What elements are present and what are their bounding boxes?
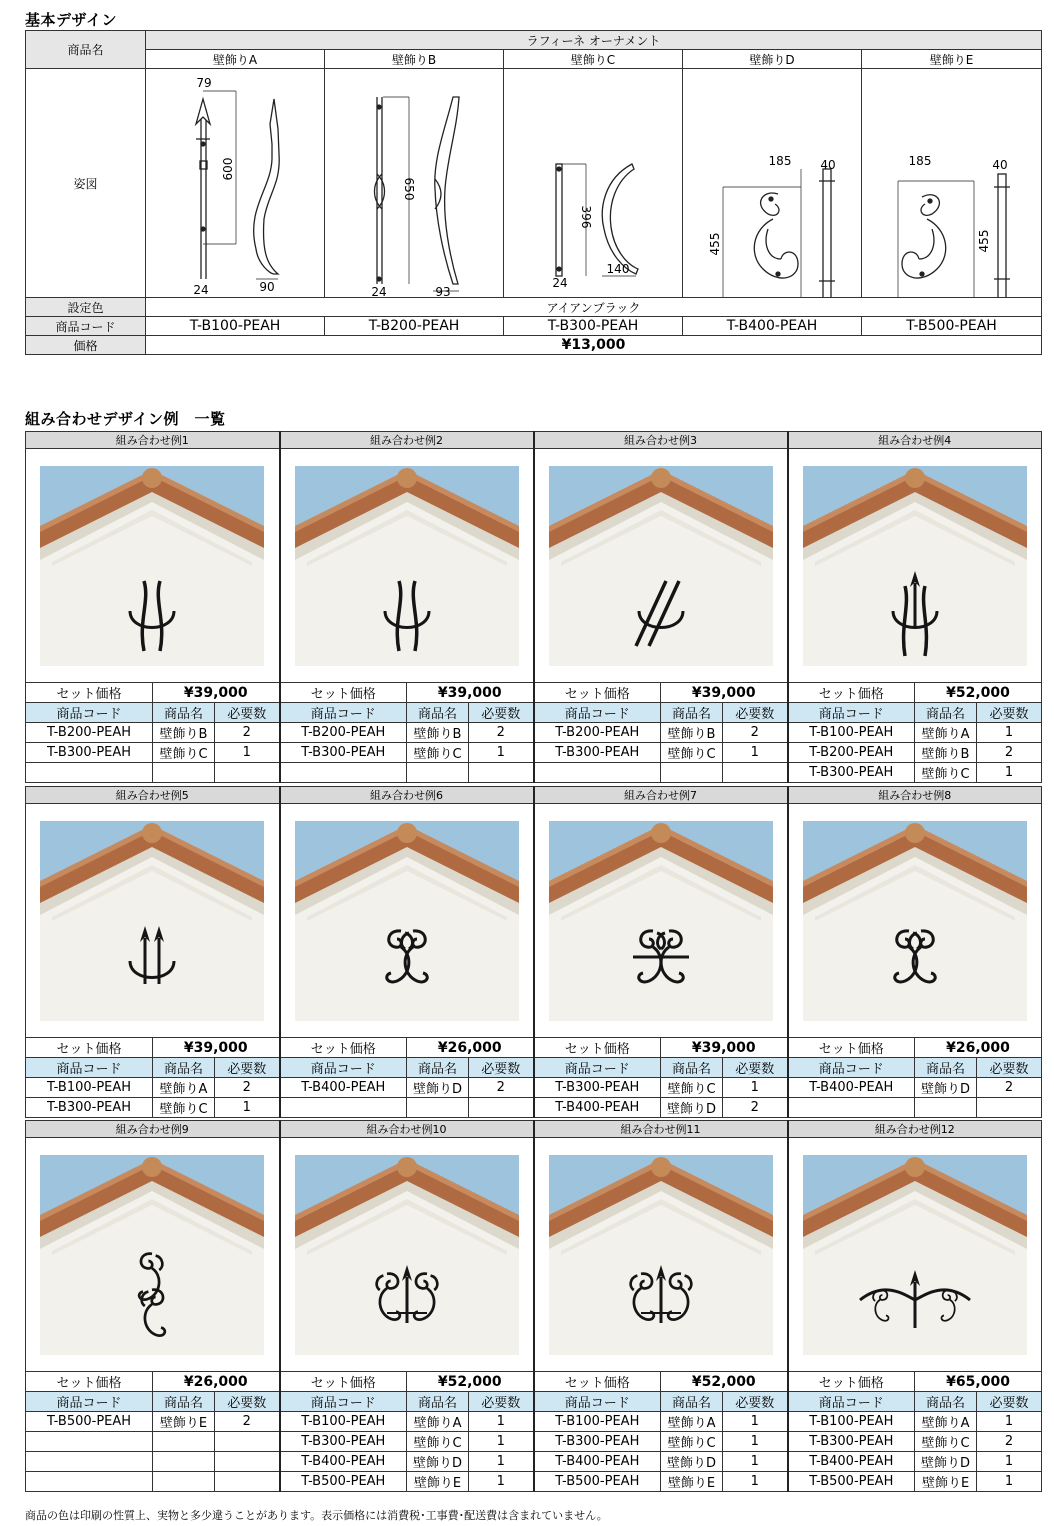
set-price-value: ¥39,000	[661, 683, 788, 703]
item-code	[26, 763, 153, 783]
col-name-header: 商品名	[915, 1058, 977, 1078]
item-name: 壁飾りA	[661, 1412, 723, 1432]
table-row	[26, 1432, 1042, 1452]
item-qty: 2	[977, 1078, 1042, 1098]
combo-title: 組み合わせ例4	[788, 432, 1042, 449]
item-name: 壁飾りB	[407, 723, 469, 743]
combo-photo	[26, 449, 280, 683]
col-code-header: 商品コード	[26, 1392, 153, 1412]
dim-b-height: 650	[402, 177, 416, 201]
item-qty	[723, 763, 788, 783]
table-row	[26, 1472, 1042, 1492]
combo-block-3	[25, 1120, 1041, 1492]
item-name: 壁飾りC	[407, 1432, 469, 1452]
item-qty: 1	[469, 1412, 534, 1432]
col-code-header: 商品コード	[788, 1058, 915, 1078]
item-name: 壁飾りD	[661, 1452, 723, 1472]
item-code: T-B200-PEAH	[788, 743, 915, 763]
item-qty: 2	[469, 723, 534, 743]
series-name: ラフィーネ オーナメント	[146, 31, 1042, 50]
dim-b-side: 93	[435, 285, 451, 297]
item-qty: 1	[977, 1452, 1042, 1472]
dim-e-width: 185	[908, 154, 932, 168]
combo-title: 組み合わせ例10	[280, 1121, 534, 1138]
item-code: T-B400-PEAH	[534, 1452, 661, 1472]
item-code: T-B200-PEAH	[26, 723, 153, 743]
drawing-b	[325, 69, 504, 298]
combo-photo	[534, 1138, 788, 1372]
code-b: T-B200-PEAH	[325, 317, 504, 336]
col-name-header: 商品名	[153, 1058, 215, 1078]
combo-photo	[280, 804, 534, 1038]
item-code: T-B200-PEAH	[534, 723, 661, 743]
table-row	[26, 763, 1042, 783]
col-code-header: 商品コード	[534, 703, 661, 723]
dim-d-depth: 40	[820, 158, 836, 172]
combo-photo	[534, 804, 788, 1038]
item-code: T-B500-PEAH	[280, 1472, 407, 1492]
col-name-header: 商品名	[407, 703, 469, 723]
item-code: T-B400-PEAH	[534, 1098, 661, 1118]
product-name-e: 壁飾りE	[862, 50, 1042, 69]
item-name: 壁飾りD	[407, 1078, 469, 1098]
combo-block-2	[25, 786, 1041, 1118]
col-code-header: 商品コード	[280, 703, 407, 723]
col-qty-header: 必要数	[723, 1058, 788, 1078]
col-code-header: 商品コード	[534, 1058, 661, 1078]
set-price-value: ¥26,000	[915, 1038, 1042, 1058]
set-price-value: ¥39,000	[153, 1038, 280, 1058]
col-code-header: 商品コード	[280, 1058, 407, 1078]
col-name-header: 商品名	[153, 703, 215, 723]
item-code: T-B200-PEAH	[280, 723, 407, 743]
set-price-label: セット価格	[280, 683, 407, 703]
item-name: 壁飾りA	[915, 723, 977, 743]
item-code	[280, 1098, 407, 1118]
set-price-label: セット価格	[788, 1038, 915, 1058]
dim-c-depth: 24	[552, 276, 568, 290]
item-name: 壁飾りA	[153, 1078, 215, 1098]
item-qty: 1	[977, 1472, 1042, 1492]
item-qty: 1	[723, 1432, 788, 1452]
item-code	[280, 763, 407, 783]
item-code: T-B300-PEAH	[280, 1432, 407, 1452]
label-product-name: 商品名	[26, 31, 146, 69]
item-qty: 2	[215, 1078, 280, 1098]
col-qty-header: 必要数	[215, 1058, 280, 1078]
color-value: アイアンブラック	[146, 298, 1042, 317]
combo-photo	[280, 449, 534, 683]
item-name: 壁飾りA	[915, 1412, 977, 1432]
col-qty-header: 必要数	[469, 1058, 534, 1078]
item-code: T-B300-PEAH	[534, 1432, 661, 1452]
combo-title: 組み合わせ例9	[26, 1121, 280, 1138]
set-price-value: ¥52,000	[407, 1372, 534, 1392]
label-color: 設定色	[26, 298, 146, 317]
item-qty	[215, 1452, 280, 1472]
item-code: T-B300-PEAH	[26, 1098, 153, 1118]
item-qty: 1	[723, 1452, 788, 1472]
item-name: 壁飾りC	[661, 1432, 723, 1452]
item-name: 壁飾りC	[153, 1098, 215, 1118]
item-name: 壁飾りE	[915, 1472, 977, 1492]
set-price-value: ¥65,000	[915, 1372, 1042, 1392]
item-name	[407, 763, 469, 783]
set-price-value: ¥52,000	[915, 683, 1042, 703]
col-code-header: 商品コード	[534, 1392, 661, 1412]
item-name: 壁飾りC	[915, 1432, 977, 1452]
item-qty: 1	[723, 1078, 788, 1098]
item-name: 壁飾りD	[407, 1452, 469, 1472]
code-d: T-B400-PEAH	[683, 317, 862, 336]
code-c: T-B300-PEAH	[504, 317, 683, 336]
drawing-c	[504, 69, 683, 298]
product-name-b: 壁飾りB	[325, 50, 504, 69]
set-price-label: セット価格	[280, 1038, 407, 1058]
dim-a-depth: 24	[193, 283, 209, 297]
item-name	[407, 1098, 469, 1118]
item-name: 壁飾りE	[153, 1412, 215, 1432]
combo-heading: 組み合わせデザイン例 一覧	[25, 410, 226, 428]
col-name-header: 商品名	[661, 1392, 723, 1412]
combo-title: 組み合わせ例2	[280, 432, 534, 449]
combo-title: 組み合わせ例12	[788, 1121, 1042, 1138]
set-price-value: ¥26,000	[153, 1372, 280, 1392]
item-code	[26, 1472, 153, 1492]
code-e: T-B500-PEAH	[862, 317, 1042, 336]
col-name-header: 商品名	[915, 703, 977, 723]
col-name-header: 商品名	[407, 1392, 469, 1412]
footnote: 商品の色は印刷の性質上、実物と多少違うことがあります。表示価格には消費税･工事費･配送費は含まれていません。	[25, 1509, 608, 1522]
col-qty-header: 必要数	[977, 1392, 1042, 1412]
combo-title: 組み合わせ例1	[26, 432, 280, 449]
combo-title: 組み合わせ例11	[534, 1121, 788, 1138]
dim-c-height: 396	[579, 205, 593, 229]
dim-b-depth: 24	[371, 285, 387, 297]
item-qty: 1	[215, 1098, 280, 1118]
item-name	[153, 1472, 215, 1492]
item-code	[26, 1452, 153, 1472]
dim-c-side: 140	[606, 262, 630, 276]
item-name: 壁飾りB	[661, 723, 723, 743]
item-qty: 1	[723, 1412, 788, 1432]
col-qty-header: 必要数	[723, 1392, 788, 1412]
item-code: T-B300-PEAH	[534, 743, 661, 763]
set-price-label: セット価格	[534, 1372, 661, 1392]
col-qty-header: 必要数	[469, 703, 534, 723]
item-code: T-B100-PEAH	[280, 1412, 407, 1432]
item-code: T-B400-PEAH	[788, 1078, 915, 1098]
set-price-value: ¥52,000	[661, 1372, 788, 1392]
table-row	[26, 723, 1042, 743]
item-qty: 2	[723, 723, 788, 743]
product-name-d: 壁飾りD	[683, 50, 862, 69]
table-row	[26, 1412, 1042, 1432]
item-code: T-B300-PEAH	[280, 743, 407, 763]
set-price-label: セット価格	[788, 1372, 915, 1392]
table-row	[26, 1098, 1042, 1118]
item-name	[153, 1432, 215, 1452]
item-qty: 2	[215, 723, 280, 743]
item-name: 壁飾りC	[153, 743, 215, 763]
item-name: 壁飾りB	[153, 723, 215, 743]
col-qty-header: 必要数	[977, 703, 1042, 723]
dim-e-height: 455	[977, 229, 991, 253]
item-qty: 1	[215, 743, 280, 763]
combo-title: 組み合わせ例7	[534, 787, 788, 804]
combo-title: 組み合わせ例3	[534, 432, 788, 449]
set-price-value: ¥39,000	[661, 1038, 788, 1058]
set-price-label: セット価格	[788, 683, 915, 703]
label-code: 商品コード	[26, 317, 146, 336]
item-qty: 2	[977, 743, 1042, 763]
item-name: 壁飾りD	[915, 1078, 977, 1098]
basic-design-table	[25, 30, 1042, 355]
item-qty	[469, 763, 534, 783]
item-qty: 1	[977, 723, 1042, 743]
combo-photo	[534, 449, 788, 683]
item-name: 壁飾りA	[407, 1412, 469, 1432]
col-qty-header: 必要数	[215, 1392, 280, 1412]
item-qty: 1	[723, 1472, 788, 1492]
col-code-header: 商品コード	[788, 1392, 915, 1412]
col-code-header: 商品コード	[26, 1058, 153, 1078]
set-price-value: ¥39,000	[407, 683, 534, 703]
item-qty	[469, 1098, 534, 1118]
table-row	[26, 743, 1042, 763]
col-qty-header: 必要数	[469, 1392, 534, 1412]
item-code: T-B500-PEAH	[788, 1472, 915, 1492]
item-name: 壁飾りB	[915, 743, 977, 763]
item-name: 壁飾りC	[661, 1078, 723, 1098]
dim-a-height: 600	[221, 157, 235, 181]
col-name-header: 商品名	[407, 1058, 469, 1078]
set-price-label: セット価格	[534, 683, 661, 703]
item-qty	[215, 1472, 280, 1492]
combo-photo	[26, 1138, 280, 1372]
item-qty: 1	[723, 743, 788, 763]
combo-photo	[788, 804, 1042, 1038]
combo-title: 組み合わせ例5	[26, 787, 280, 804]
dim-a-side: 90	[259, 280, 275, 294]
item-code: T-B400-PEAH	[788, 1452, 915, 1472]
col-name-header: 商品名	[661, 1058, 723, 1078]
label-price: 価格	[26, 336, 146, 355]
item-qty: 1	[977, 1412, 1042, 1432]
item-code	[788, 1098, 915, 1118]
dim-e-depth: 40	[992, 158, 1008, 172]
table-row	[26, 1452, 1042, 1472]
item-code: T-B300-PEAH	[26, 743, 153, 763]
item-qty	[977, 1098, 1042, 1118]
dim-a-width: 79	[196, 76, 212, 90]
set-price-label: セット価格	[26, 1372, 153, 1392]
drawing-d	[683, 69, 862, 298]
drawing-a	[146, 69, 325, 298]
combo-photo	[788, 1138, 1042, 1372]
code-a: T-B100-PEAH	[146, 317, 325, 336]
set-price-label: セット価格	[26, 683, 153, 703]
item-code: T-B100-PEAH	[788, 723, 915, 743]
combo-title: 組み合わせ例6	[280, 787, 534, 804]
item-code: T-B100-PEAH	[26, 1078, 153, 1098]
item-code	[534, 763, 661, 783]
item-code: T-B300-PEAH	[788, 763, 915, 783]
col-name-header: 商品名	[153, 1392, 215, 1412]
item-code: T-B400-PEAH	[280, 1078, 407, 1098]
item-name: 壁飾りE	[407, 1472, 469, 1492]
set-price-label: セット価格	[26, 1038, 153, 1058]
item-code: T-B300-PEAH	[788, 1432, 915, 1452]
col-qty-header: 必要数	[723, 703, 788, 723]
col-code-header: 商品コード	[26, 703, 153, 723]
col-code-header: 商品コード	[280, 1392, 407, 1412]
item-code: T-B100-PEAH	[534, 1412, 661, 1432]
item-qty: 1	[469, 743, 534, 763]
col-name-header: 商品名	[661, 703, 723, 723]
item-qty	[215, 763, 280, 783]
item-code	[26, 1432, 153, 1452]
col-name-header: 商品名	[915, 1392, 977, 1412]
item-name	[153, 1452, 215, 1472]
item-qty: 2	[977, 1432, 1042, 1452]
set-price-value: ¥39,000	[153, 683, 280, 703]
item-qty: 2	[469, 1078, 534, 1098]
item-name: 壁飾りD	[915, 1452, 977, 1472]
item-name: 壁飾りD	[661, 1098, 723, 1118]
combo-photo	[788, 449, 1042, 683]
item-name	[661, 763, 723, 783]
item-code: T-B500-PEAH	[534, 1472, 661, 1492]
item-name: 壁飾りE	[661, 1472, 723, 1492]
combo-photo	[26, 804, 280, 1038]
product-name-a: 壁飾りA	[146, 50, 325, 69]
set-price-label: セット価格	[534, 1038, 661, 1058]
item-qty: 1	[469, 1452, 534, 1472]
item-name	[153, 763, 215, 783]
dim-d-width: 185	[768, 154, 792, 168]
label-drawing: 姿図	[26, 69, 146, 298]
item-qty: 1	[469, 1472, 534, 1492]
item-qty: 2	[723, 1098, 788, 1118]
combo-block-1	[25, 431, 1041, 783]
combo-title: 組み合わせ例8	[788, 787, 1042, 804]
item-code: T-B500-PEAH	[26, 1412, 153, 1432]
set-price-label: セット価格	[280, 1372, 407, 1392]
col-qty-header: 必要数	[977, 1058, 1042, 1078]
item-code: T-B100-PEAH	[788, 1412, 915, 1432]
drawing-e	[862, 69, 1042, 298]
item-name: 壁飾りC	[407, 743, 469, 763]
set-price-value: ¥26,000	[407, 1038, 534, 1058]
item-code: T-B400-PEAH	[280, 1452, 407, 1472]
table-row	[26, 1078, 1042, 1098]
col-code-header: 商品コード	[788, 703, 915, 723]
dim-d-height: 455	[708, 232, 722, 256]
item-qty: 2	[215, 1412, 280, 1432]
product-name-c: 壁飾りC	[504, 50, 683, 69]
item-name	[915, 1098, 977, 1118]
col-qty-header: 必要数	[215, 703, 280, 723]
basic-design-heading: 基本デザイン	[25, 11, 117, 29]
item-qty	[215, 1432, 280, 1452]
item-qty: 1	[469, 1432, 534, 1452]
item-name: 壁飾りC	[915, 763, 977, 783]
combo-photo	[280, 1138, 534, 1372]
item-code: T-B300-PEAH	[534, 1078, 661, 1098]
item-name: 壁飾りC	[661, 743, 723, 763]
item-qty: 1	[977, 763, 1042, 783]
price-value: ¥13,000	[146, 336, 1042, 355]
